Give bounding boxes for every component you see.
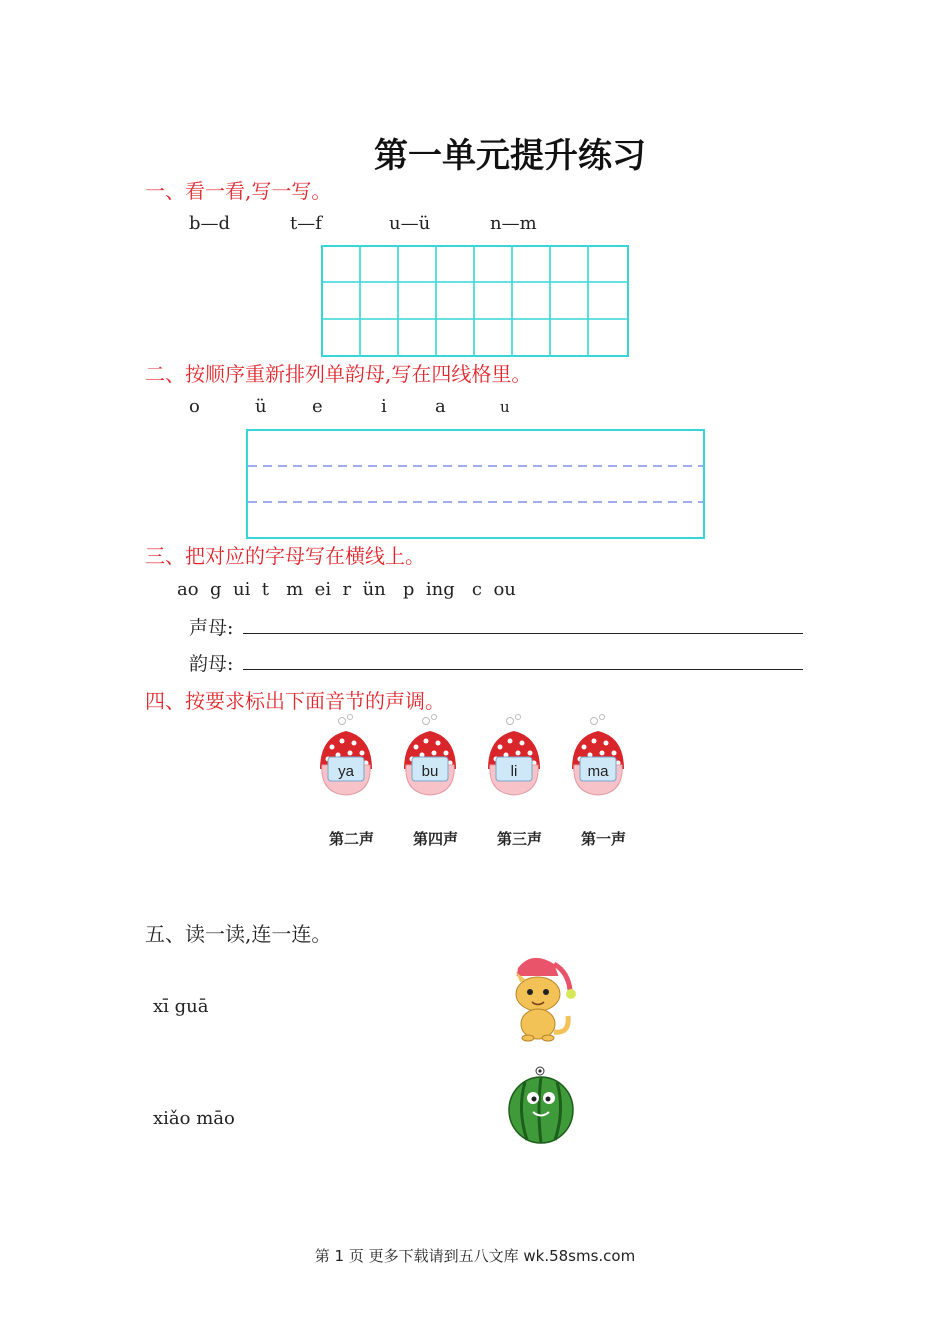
yunmu-label: 韵母:	[189, 653, 234, 675]
section-1-heading: 一、看一看,写一写。	[145, 179, 332, 203]
letter-1: o	[189, 396, 200, 417]
watermelon-illustration[interactable]	[503, 1064, 581, 1146]
cat-illustration[interactable]	[498, 950, 580, 1042]
pair-3: u—ü	[389, 213, 431, 234]
syllable-4: ma	[587, 763, 609, 780]
section-5-heading: 五、读一读,连一连。	[145, 922, 332, 946]
word-1[interactable]: xī guā	[153, 996, 209, 1017]
four-line-grid[interactable]	[246, 429, 706, 540]
syllable-3: li	[510, 763, 518, 780]
shengmu-answer-line[interactable]	[243, 633, 803, 634]
syllable-2: bu	[421, 763, 439, 780]
pair-4: n—m	[490, 213, 537, 234]
shengmu-label: 声母:	[189, 617, 234, 639]
word-2[interactable]: xiǎo māo	[153, 1108, 235, 1129]
yunmu-answer-line[interactable]	[243, 669, 803, 670]
section-4-heading: 四、按要求标出下面音节的声调。	[145, 689, 445, 713]
tone-2: 第四声	[413, 830, 459, 848]
page-footer: 第 1 页 更多下载请到五八文库 wk.58sms.com	[314, 1247, 636, 1265]
letters-row: ao g ui t m ei r ün p ing c ou	[177, 579, 516, 600]
mushroom-illustrations	[312, 713, 642, 803]
pair-2: t—f	[290, 213, 322, 234]
mushroom-2	[404, 715, 456, 796]
tone-1: 第二声	[329, 830, 375, 848]
letter-3: e	[312, 396, 323, 417]
letter-4: i	[381, 396, 387, 417]
letter-6: u	[500, 398, 510, 416]
syllable-1: ya	[338, 763, 354, 780]
page-title: 第一单元提升练习	[374, 136, 646, 176]
letter-5: a	[435, 396, 446, 417]
section-2-heading: 二、按顺序重新排列单韵母,写在四线格里。	[145, 362, 532, 386]
pair-1: b—d	[189, 213, 231, 234]
letter-2: ü	[255, 396, 267, 417]
writing-grid-1[interactable]	[321, 245, 629, 357]
mushroom-1	[320, 715, 372, 796]
mushroom-4	[572, 715, 624, 796]
tone-4: 第一声	[581, 830, 627, 848]
tone-3: 第三声	[497, 830, 543, 848]
section-3-heading: 三、把对应的字母写在横线上。	[145, 544, 425, 568]
mushroom-3	[488, 715, 540, 796]
